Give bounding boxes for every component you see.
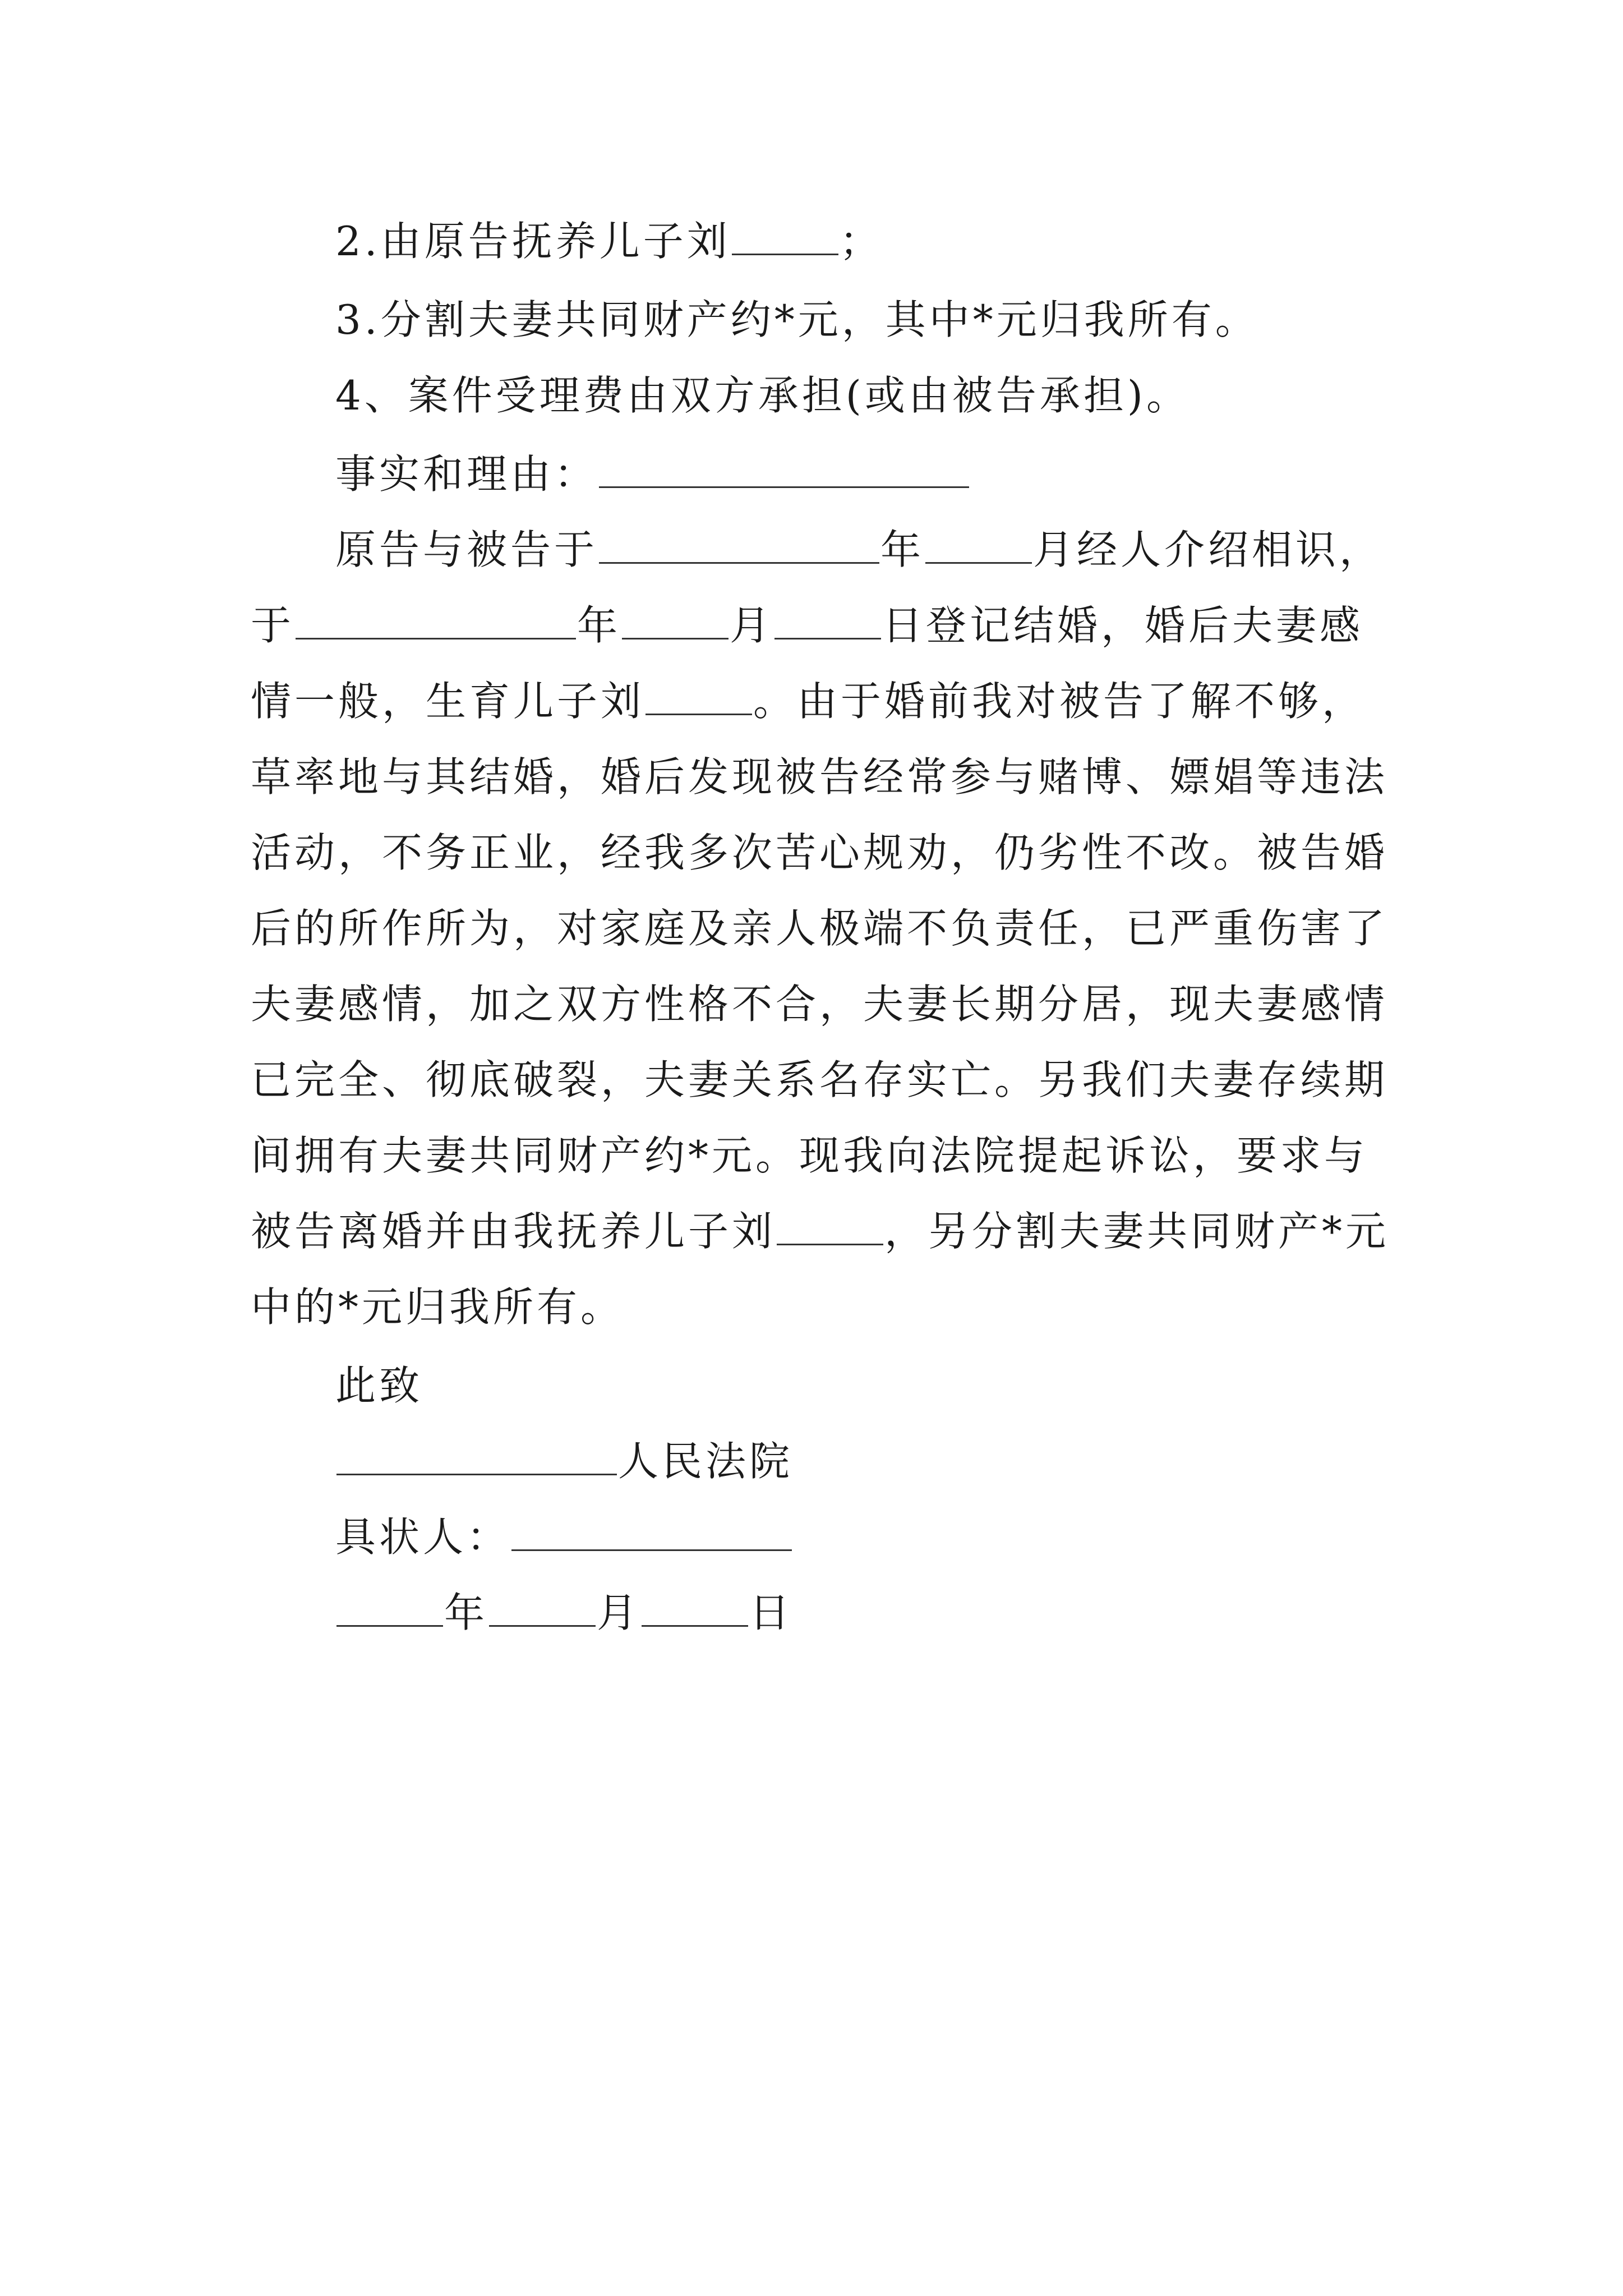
paragraph-line-9: 间拥有夫妻共同财产约*元。现我向法院提起诉讼，要求与 [251,1132,1368,1179]
meet-year-blank [599,527,879,564]
signer-label: 具状人： [335,1513,511,1561]
paragraph-line-3 [251,673,1366,729]
p2-d: 日登记结婚，婚后夫妻感 [882,602,1364,649]
request-item-2 [335,213,883,269]
date-day-blank [642,1590,748,1627]
date-year-blank [336,1590,443,1627]
p2-a: 于 [251,602,295,649]
paragraph-line-11: 中的*元归我所有。 [251,1283,625,1331]
facts-heading [335,446,970,502]
p3-b: 。由于婚前我对被告了解不够， [753,678,1366,725]
p10-b: ，另分割夫妻共同财产*元 [884,1208,1390,1255]
request-item-2-text: 2.由原告抚养儿子刘 [335,218,731,265]
court-label: 人民法院 [618,1438,794,1485]
son-name-blank-2 [645,679,752,715]
marriage-year-blank [296,603,576,639]
p1-b: 年 [880,526,925,573]
p2-c: 月 [730,602,774,649]
court-name-blank [336,1439,617,1475]
paragraph-line-2 [251,597,1363,654]
request-item-2-end: ； [839,218,883,265]
signer-blank [511,1515,792,1551]
paragraph-line-7: 夫妻感情，加之双方性格不合，夫妻长期分居，现夫妻感情 [251,981,1389,1028]
paragraph-line-1 [335,522,1383,578]
p1-a: 原告与被告于 [335,526,598,573]
salutation: 此致 [335,1362,423,1409]
marriage-month-blank [622,603,728,639]
p3-a: 情一般，生育儿子刘 [251,678,645,725]
paragraph-line-10 [251,1203,1389,1259]
facts-blank [599,452,969,488]
paragraph-line-8: 已完全、彻底破裂，夫妻关系名存实亡。另我们夫妻存续期 [251,1056,1389,1103]
signer-line [335,1509,793,1565]
p1-c: 月经人介绍相识， [1033,526,1384,573]
paragraph-line-4: 草率地与其结婚，婚后发现被告经常参与赌博、嫖娼等违法 [251,753,1389,800]
p10-a: 被告离婚并由我抚养儿子刘 [251,1208,776,1255]
paragraph-line-6: 后的所作所为，对家庭及亲人极端不负责任，已严重伤害了 [251,905,1389,952]
request-item-3: 3.分割夫妻共同财产约*元，其中*元归我所有。 [335,296,1259,343]
date-line [335,1585,793,1641]
date-month-label: 月 [597,1589,641,1636]
meet-month-blank [925,527,1032,564]
request-item-4: 4、案件受理费由双方承担(或由被告承担)。 [335,372,1190,419]
son-name-blank-3 [777,1209,883,1245]
date-year-label: 年 [444,1589,488,1636]
facts-heading-label: 事实和理由： [335,450,598,498]
son-name-blank [732,219,838,255]
paragraph-line-5: 活动，不务正业，经我多次苦心规劝，仍劣性不改。被告婚 [251,829,1389,876]
marriage-day-blank [774,603,881,639]
p2-b: 年 [577,602,621,649]
court-line [335,1433,793,1489]
date-day-label: 日 [749,1589,794,1636]
date-month-blank [489,1590,596,1627]
